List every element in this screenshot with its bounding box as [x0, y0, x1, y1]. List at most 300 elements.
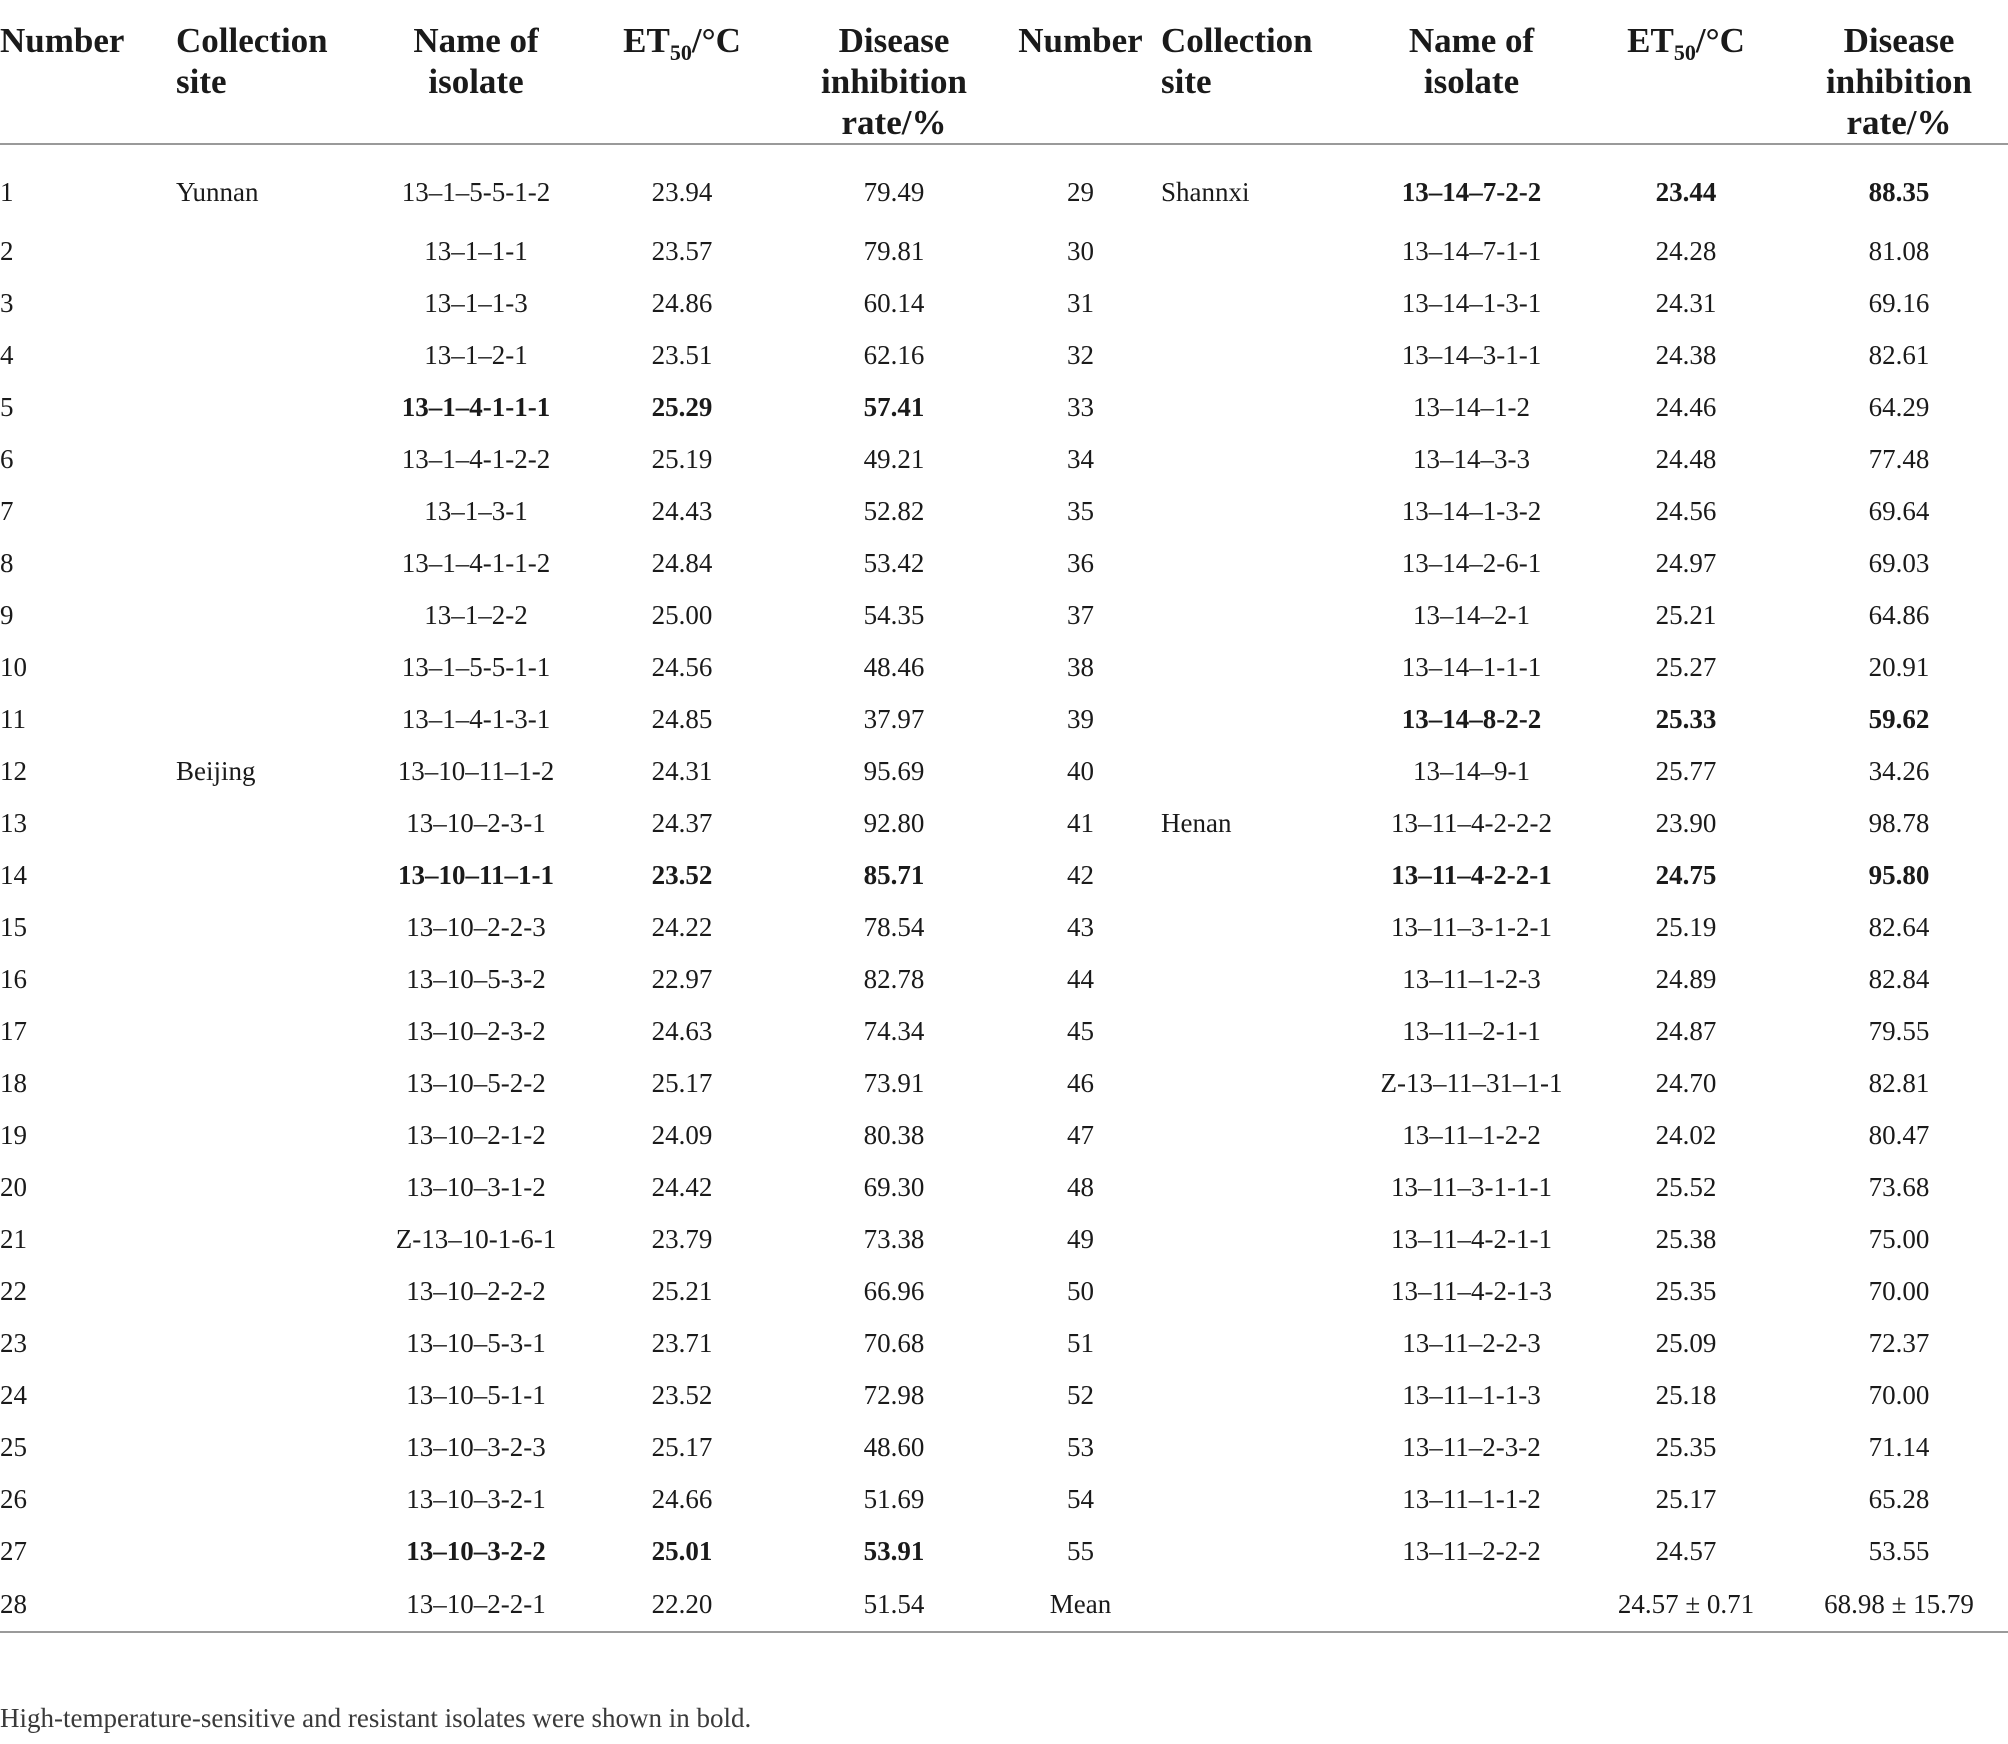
inhibition-rate-cell: 92.80: [863, 807, 925, 838]
number-cell: 33: [1067, 391, 1094, 422]
number-cell: 41: [1067, 807, 1094, 838]
header-inhibition-left: Disease inhibition rate/%: [788, 0, 1000, 144]
site-cell: [1161, 433, 1361, 485]
table-row: [0, 537, 2008, 589]
inhibition-rate-cell: 70.68: [863, 1327, 925, 1358]
site-cell: [176, 641, 376, 693]
number-cell: 32: [1067, 339, 1094, 370]
et50-cell: 25.38: [1655, 1223, 1717, 1254]
site-cell: [176, 849, 376, 901]
inhibition-rate-cell: 80.38: [863, 1119, 925, 1150]
number-cell: 55: [1067, 1535, 1094, 1566]
isolate-name-cell: 13–11–3-1-2-1: [1391, 911, 1552, 942]
inhibition-rate-cell: 78.54: [863, 911, 925, 942]
isolate-name-cell: 13–1–2-1: [424, 339, 528, 370]
site-cell: [176, 225, 376, 277]
number-cell: 15: [0, 911, 27, 942]
et50-cell: 24.63: [651, 1015, 713, 1046]
isolate-name-cell: 13–14–7-1-1: [1401, 235, 1542, 266]
site-cell: [1161, 1005, 1361, 1057]
number-cell: 53: [1067, 1431, 1094, 1462]
table-row: [0, 485, 2008, 537]
site-cell: [1161, 381, 1361, 433]
et50-cell: 24.87: [1655, 1015, 1717, 1046]
isolate-name-cell: 13–1–5-5-1-1: [401, 651, 551, 682]
et50-cell: 24.70: [1655, 1067, 1717, 1098]
et50-cell: 23.90: [1655, 807, 1717, 838]
site-cell: [1161, 1161, 1361, 1213]
table-row: [0, 1577, 2008, 1632]
et50-cell: 23.51: [651, 339, 713, 370]
number-cell: 12: [0, 755, 27, 786]
isolate-name-cell: 13–14–1-3-2: [1401, 495, 1542, 526]
et50-cell: 24.85: [651, 703, 713, 734]
inhibition-rate-cell: 54.35: [863, 599, 925, 630]
site-cell: Beijing: [176, 755, 256, 786]
isolate-name-cell: 13–10–5-3-1: [406, 1327, 546, 1358]
site-cell: [1161, 641, 1361, 693]
table-row: [0, 953, 2008, 1005]
number-cell: 22: [0, 1275, 27, 1306]
inhibition-rate-cell: 73.91: [863, 1067, 925, 1098]
number-cell: 6: [0, 443, 14, 474]
et50-cell: 24.56: [651, 651, 713, 682]
inhibition-rate-cell: 82.64: [1868, 911, 1930, 942]
site-cell: [1161, 1577, 1361, 1632]
site-cell: [1161, 225, 1361, 277]
isolate-name-cell: 13–10–11–1-1: [397, 859, 554, 890]
inhibition-rate-cell: 64.29: [1868, 391, 1930, 422]
number-cell: 51: [1067, 1327, 1094, 1358]
number-cell: 35: [1067, 495, 1094, 526]
site-cell: [176, 953, 376, 1005]
et50-cell: 24.97: [1655, 547, 1717, 578]
site-cell: [176, 1109, 376, 1161]
isolate-name-cell: 13–11–2-2-3: [1402, 1327, 1541, 1358]
et50-cell: 24.57 ± 0.71: [1582, 1577, 1790, 1632]
et50-cell: 24.57: [1655, 1535, 1717, 1566]
number-cell: 46: [1067, 1067, 1094, 1098]
et50-cell: 25.77: [1655, 755, 1717, 786]
isolate-name-cell: 13–14–9-1: [1413, 755, 1530, 786]
et50-cell: 24.43: [651, 495, 713, 526]
isolate-name-cell: 13–10–2-2-3: [406, 911, 546, 942]
number-cell: 28: [0, 1577, 176, 1632]
number-cell: 23: [0, 1327, 27, 1358]
isolate-name-cell: 13–1–4-1-1-2: [401, 547, 551, 578]
header-et50-left: $ET_{50}/^\circ C$: [576, 0, 788, 144]
number-cell: 40: [1067, 755, 1094, 786]
number-cell: 13: [0, 807, 27, 838]
inhibition-rate-cell: 53.91: [863, 1535, 925, 1566]
table-row: [0, 1265, 2008, 1317]
table-row: [0, 901, 2008, 953]
number-cell: 26: [0, 1483, 27, 1514]
isolate-name-cell: Z-13–11–31–1-1: [1380, 1067, 1563, 1098]
header-site-left: Collection site: [176, 0, 376, 144]
isolate-name-cell: 13–11–4-2-2-1: [1391, 859, 1552, 890]
table-row: [0, 1473, 2008, 1525]
et50-cell: 24.75: [1655, 859, 1717, 890]
inhibition-rate-cell: 77.48: [1868, 443, 1930, 474]
inhibition-rate-cell: 79.81: [863, 235, 925, 266]
header-et50-right: $ET_{50}/^\circ C$: [1582, 0, 1790, 144]
number-cell: 47: [1067, 1119, 1094, 1150]
inhibition-rate-cell: 71.14: [1868, 1431, 1930, 1462]
number-cell: 48: [1067, 1171, 1094, 1202]
table-row: [0, 641, 2008, 693]
isolate-name-cell: 13–14–3-3: [1413, 443, 1530, 474]
number-cell: 38: [1067, 651, 1094, 682]
site-cell: [1161, 1213, 1361, 1265]
number-cell: 25: [0, 1431, 27, 1462]
isolate-name-cell: 13–11–4-2-1-1: [1391, 1223, 1552, 1254]
inhibition-rate-cell: 48.60: [863, 1431, 925, 1462]
number-cell: 36: [1067, 547, 1094, 578]
isolate-name-cell: 13–11–2-1-1: [1402, 1015, 1541, 1046]
et50-cell: 24.38: [1655, 339, 1717, 370]
et50-cell: 24.31: [1655, 287, 1717, 318]
site-cell: [176, 1421, 376, 1473]
et50-cell: 23.94: [651, 176, 713, 207]
site-cell: [1161, 901, 1361, 953]
inhibition-rate-cell: 95.80: [1868, 859, 1930, 890]
site-cell: [176, 1473, 376, 1525]
site-cell: [1161, 1057, 1361, 1109]
isolate-name-cell: 13–10–2-2-2: [406, 1275, 546, 1306]
et50-cell: 24.31: [651, 755, 713, 786]
number-cell: 10: [0, 651, 27, 682]
site-cell: [176, 901, 376, 953]
header-number-left: Number: [0, 0, 176, 144]
et50-cell: 25.17: [651, 1431, 713, 1462]
table-row: [0, 225, 2008, 277]
et50-cell: 25.01: [651, 1535, 713, 1566]
et50-cell: 25.19: [1655, 911, 1717, 942]
et50-cell: 24.66: [651, 1483, 713, 1514]
et50-cell: 23.57: [651, 235, 713, 266]
site-cell: [1161, 1369, 1361, 1421]
number-cell: 24: [0, 1379, 27, 1410]
inhibition-rate-cell: 49.21: [863, 443, 925, 474]
site-cell: [1161, 1265, 1361, 1317]
table-footnote: High-temperature-sensitive and resistant isolates were shown in bold.: [0, 1703, 752, 1733]
site-cell: [176, 1005, 376, 1057]
site-cell: [176, 1265, 376, 1317]
isolate-name-cell: 13–10–2-3-1: [406, 807, 546, 838]
et50-cell: 25.21: [651, 1275, 713, 1306]
inhibition-rate-cell: 75.00: [1868, 1223, 1930, 1254]
table-row: [0, 745, 2008, 797]
inhibition-rate-cell: 51.69: [863, 1483, 925, 1514]
isolate-name-cell: 13–11–1-1-2: [1402, 1483, 1541, 1514]
et50-cell: 23.44: [1655, 176, 1717, 207]
site-cell: [176, 693, 376, 745]
header-isolate-right: Name of isolate: [1361, 0, 1582, 144]
site-cell: [176, 1057, 376, 1109]
header-number-right: Number: [1000, 0, 1161, 144]
table-row: [0, 797, 2008, 849]
site-cell: [1161, 1525, 1361, 1577]
isolate-name-cell: 13–1–1-3: [424, 287, 528, 318]
table-row: [0, 1005, 2008, 1057]
header-row: [0, 0, 2008, 144]
site-cell: [176, 797, 376, 849]
et50-cell: 22.97: [651, 963, 713, 994]
et50-cell: 24.42: [651, 1171, 713, 1202]
inhibition-rate-cell: 73.68: [1868, 1171, 1930, 1202]
number-cell: 30: [1067, 235, 1094, 266]
isolate-name-cell: 13–11–3-1-1-1: [1391, 1171, 1552, 1202]
et50-cell: 25.29: [651, 391, 713, 422]
isolate-name-cell: [1361, 1577, 1582, 1632]
et50-cell: 25.18: [1655, 1379, 1717, 1410]
number-cell: 49: [1067, 1223, 1094, 1254]
isolate-name-cell: 13–10–3-2-3: [406, 1431, 546, 1462]
table-row: [0, 693, 2008, 745]
inhibition-rate-cell: 72.98: [863, 1379, 925, 1410]
isolate-name-cell: 13–10–5-3-2: [406, 963, 546, 994]
site-cell: [1161, 485, 1361, 537]
number-cell: 14: [0, 859, 27, 890]
header-isolate-left: Name of isolate: [376, 0, 576, 144]
number-cell: 19: [0, 1119, 27, 1150]
inhibition-rate-cell: 69.30: [863, 1171, 925, 1202]
number-cell: 3: [0, 287, 14, 318]
site-cell: [176, 1577, 376, 1632]
site-cell: [176, 277, 376, 329]
inhibition-rate-cell: 70.00: [1868, 1275, 1930, 1306]
number-cell: 39: [1067, 703, 1094, 734]
isolate-name-cell: 13–14–1-1-1: [1401, 651, 1542, 682]
inhibition-rate-cell: 53.55: [1868, 1535, 1930, 1566]
table-row: [0, 433, 2008, 485]
isolate-name-cell: 13–1–2-2: [424, 599, 528, 630]
inhibition-rate-cell: 69.16: [1868, 287, 1930, 318]
inhibition-rate-cell: 57.41: [863, 391, 925, 422]
inhibition-rate-cell: 95.69: [863, 755, 925, 786]
isolate-name-cell: 13–14–1-2: [1413, 391, 1530, 422]
number-cell: 54: [1067, 1483, 1094, 1514]
site-cell: [176, 537, 376, 589]
et50-cell: 25.17: [1655, 1483, 1717, 1514]
et50-cell: 25.27: [1655, 651, 1717, 682]
inhibition-rate-cell: 62.16: [863, 339, 925, 370]
inhibition-rate-cell: 65.28: [1868, 1483, 1930, 1514]
isolate-name-cell: 13–11–4-2-1-3: [1391, 1275, 1552, 1306]
site-cell: [176, 485, 376, 537]
site-cell: [176, 381, 376, 433]
et50-cell: 24.56: [1655, 495, 1717, 526]
table-row: [0, 1369, 2008, 1421]
table-row: [0, 1161, 2008, 1213]
site-cell: [1161, 849, 1361, 901]
et50-cell: 25.21: [1655, 599, 1717, 630]
inhibition-rate-cell: 20.91: [1868, 651, 1930, 682]
et50-cell: 25.09: [1655, 1327, 1717, 1358]
site-cell: [1161, 589, 1361, 641]
isolate-name-cell: 13–11–2-3-2: [1402, 1431, 1541, 1462]
site-cell: [176, 329, 376, 381]
isolate-name-cell: 13–10–11–1-2: [397, 755, 555, 786]
number-cell: 11: [0, 703, 26, 734]
inhibition-rate-cell: 51.54: [788, 1577, 1000, 1632]
isolate-name-cell: 13–11–4-2-2-2: [1391, 807, 1552, 838]
inhibition-rate-cell: 52.82: [863, 495, 925, 526]
number-cell: 9: [0, 599, 14, 630]
table-row: [0, 589, 2008, 641]
et50-cell: 23.79: [651, 1223, 713, 1254]
isolate-name-cell: 13–11–2-2-2: [1402, 1535, 1541, 1566]
inhibition-rate-cell: 73.38: [863, 1223, 925, 1254]
isolate-name-cell: 13–1–4-1-3-1: [401, 703, 551, 734]
site-cell: [1161, 1317, 1361, 1369]
et50-cell: 24.86: [651, 287, 713, 318]
et50-cell: 25.33: [1655, 703, 1717, 734]
inhibition-rate-cell: 37.97: [863, 703, 925, 734]
inhibition-rate-cell: 69.03: [1868, 547, 1930, 578]
table-row: [0, 1213, 2008, 1265]
site-cell: [176, 1317, 376, 1369]
site-cell: [1161, 1473, 1361, 1525]
isolate-name-cell: 13–14–2-6-1: [1401, 547, 1542, 578]
site-cell: [176, 1161, 376, 1213]
isolate-name-cell: 13–11–1-2-2: [1402, 1119, 1541, 1150]
site-cell: [176, 1525, 376, 1577]
inhibition-rate-cell: 64.86: [1868, 599, 1930, 630]
isolate-name-cell: 13–10–2-3-2: [406, 1015, 546, 1046]
site-cell: [1161, 329, 1361, 381]
inhibition-rate-cell: 72.37: [1868, 1327, 1930, 1358]
site-cell: Yunnan: [176, 176, 259, 207]
site-cell: [176, 589, 376, 641]
isolate-name-cell: 13–10–3-2-1: [406, 1483, 546, 1514]
et50-cell: 24.48: [1655, 443, 1717, 474]
table-row: [0, 381, 2008, 433]
inhibition-rate-cell: 80.47: [1868, 1119, 1930, 1150]
et50-cell: 25.17: [651, 1067, 713, 1098]
inhibition-rate-cell: 82.78: [863, 963, 925, 994]
site-cell: [1161, 745, 1361, 797]
table-row: [0, 1057, 2008, 1109]
header-inhibition-right: Disease inhibition rate/%: [1790, 0, 2008, 144]
number-cell: 18: [0, 1067, 27, 1098]
table-row: [0, 1109, 2008, 1161]
number-cell: 20: [0, 1171, 27, 1202]
number-cell: 50: [1067, 1275, 1094, 1306]
et50-cell: 24.28: [1655, 235, 1717, 266]
table-row: [0, 277, 2008, 329]
et50-cell: 24.89: [1655, 963, 1717, 994]
number-cell: 21: [0, 1223, 27, 1254]
number-cell: 34: [1067, 443, 1094, 474]
number-cell: 45: [1067, 1015, 1094, 1046]
number-cell: 29: [1067, 176, 1094, 207]
inhibition-rate-cell: 48.46: [863, 651, 925, 682]
et50-cell: 24.46: [1655, 391, 1717, 422]
inhibition-rate-cell: 70.00: [1868, 1379, 1930, 1410]
isolate-name-cell: 13–10–3-1-2: [406, 1171, 546, 1202]
table-row: [0, 1317, 2008, 1369]
inhibition-rate-cell: 69.64: [1868, 495, 1930, 526]
site-cell: [176, 433, 376, 485]
table-row: [0, 1525, 2008, 1577]
inhibition-rate-cell: 79.49: [863, 176, 925, 207]
inhibition-rate-cell: 82.61: [1868, 339, 1930, 370]
inhibition-rate-cell: 85.71: [863, 859, 925, 890]
et50-cell: 24.22: [651, 911, 713, 942]
number-cell: 27: [0, 1535, 27, 1566]
et50-cell: 24.02: [1655, 1119, 1717, 1150]
et50-cell: 25.35: [1655, 1431, 1717, 1462]
isolate-name-cell: 13–11–1-1-3: [1402, 1379, 1541, 1410]
isolate-name-cell: 13–14–3-1-1: [1401, 339, 1542, 370]
isolate-name-cell: 13–1–1-1: [424, 235, 528, 266]
et50-cell: 25.00: [651, 599, 713, 630]
number-cell: 2: [0, 235, 14, 266]
et50-cell: 24.37: [651, 807, 713, 838]
number-cell: 8: [0, 547, 14, 578]
et50-cell: 23.71: [651, 1327, 713, 1358]
et50-cell: 25.19: [651, 443, 713, 474]
isolate-name-cell: 13–1–4-1-1-1: [401, 391, 551, 422]
isolate-name-cell: 13–11–1-2-3: [1402, 963, 1541, 994]
inhibition-rate-cell: 59.62: [1868, 703, 1930, 734]
number-cell: 7: [0, 495, 14, 526]
number-cell: 31: [1067, 287, 1094, 318]
number-cell: 52: [1067, 1379, 1094, 1410]
site-cell: [1161, 277, 1361, 329]
table-body: [0, 144, 2008, 1632]
isolate-name-cell: 13–10–5-1-1: [406, 1379, 546, 1410]
number-cell: 4: [0, 339, 14, 370]
site-cell: [1161, 693, 1361, 745]
site-cell: Henan: [1161, 807, 1232, 838]
table-row: [0, 144, 2008, 225]
number-cell: 16: [0, 963, 27, 994]
isolate-name-cell: 13–1–4-1-2-2: [401, 443, 551, 474]
et50-cell: 25.52: [1655, 1171, 1717, 1202]
inhibition-rate-cell: 74.34: [863, 1015, 925, 1046]
inhibition-rate-cell: 98.78: [1868, 807, 1930, 838]
number-cell: Mean: [1000, 1577, 1161, 1632]
inhibition-rate-cell: 82.84: [1868, 963, 1930, 994]
inhibition-rate-cell: 68.98 ± 15.79: [1790, 1577, 2008, 1632]
isolate-name-cell: 13–1–3-1: [424, 495, 528, 526]
et50-cell: 23.52: [651, 1379, 713, 1410]
isolate-name-cell: Z-13–10-1-6-1: [395, 1223, 557, 1254]
inhibition-rate-cell: 34.26: [1868, 755, 1930, 786]
inhibition-rate-cell: 81.08: [1868, 235, 1930, 266]
table-row: [0, 849, 2008, 901]
et50-cell: 24.84: [651, 547, 713, 578]
number-cell: 37: [1067, 599, 1094, 630]
number-cell: 17: [0, 1015, 27, 1046]
table-row: [0, 1421, 2008, 1473]
header-site-right: Collection site: [1161, 0, 1361, 144]
site-cell: Shannxi: [1161, 176, 1250, 207]
site-cell: [1161, 953, 1361, 1005]
table-row: [0, 329, 2008, 381]
isolate-name-cell: 13–10–5-2-2: [406, 1067, 546, 1098]
isolate-name-cell: 13–10–2-2-1: [376, 1577, 576, 1632]
isolate-name-cell: 13–1–5-5-1-2: [401, 176, 551, 207]
isolate-name-cell: 13–14–1-3-1: [1401, 287, 1542, 318]
site-cell: [176, 1213, 376, 1265]
isolate-name-cell: 13–14–7-2-2: [1401, 176, 1542, 207]
site-cell: [1161, 1421, 1361, 1473]
inhibition-rate-cell: 79.55: [1868, 1015, 1930, 1046]
